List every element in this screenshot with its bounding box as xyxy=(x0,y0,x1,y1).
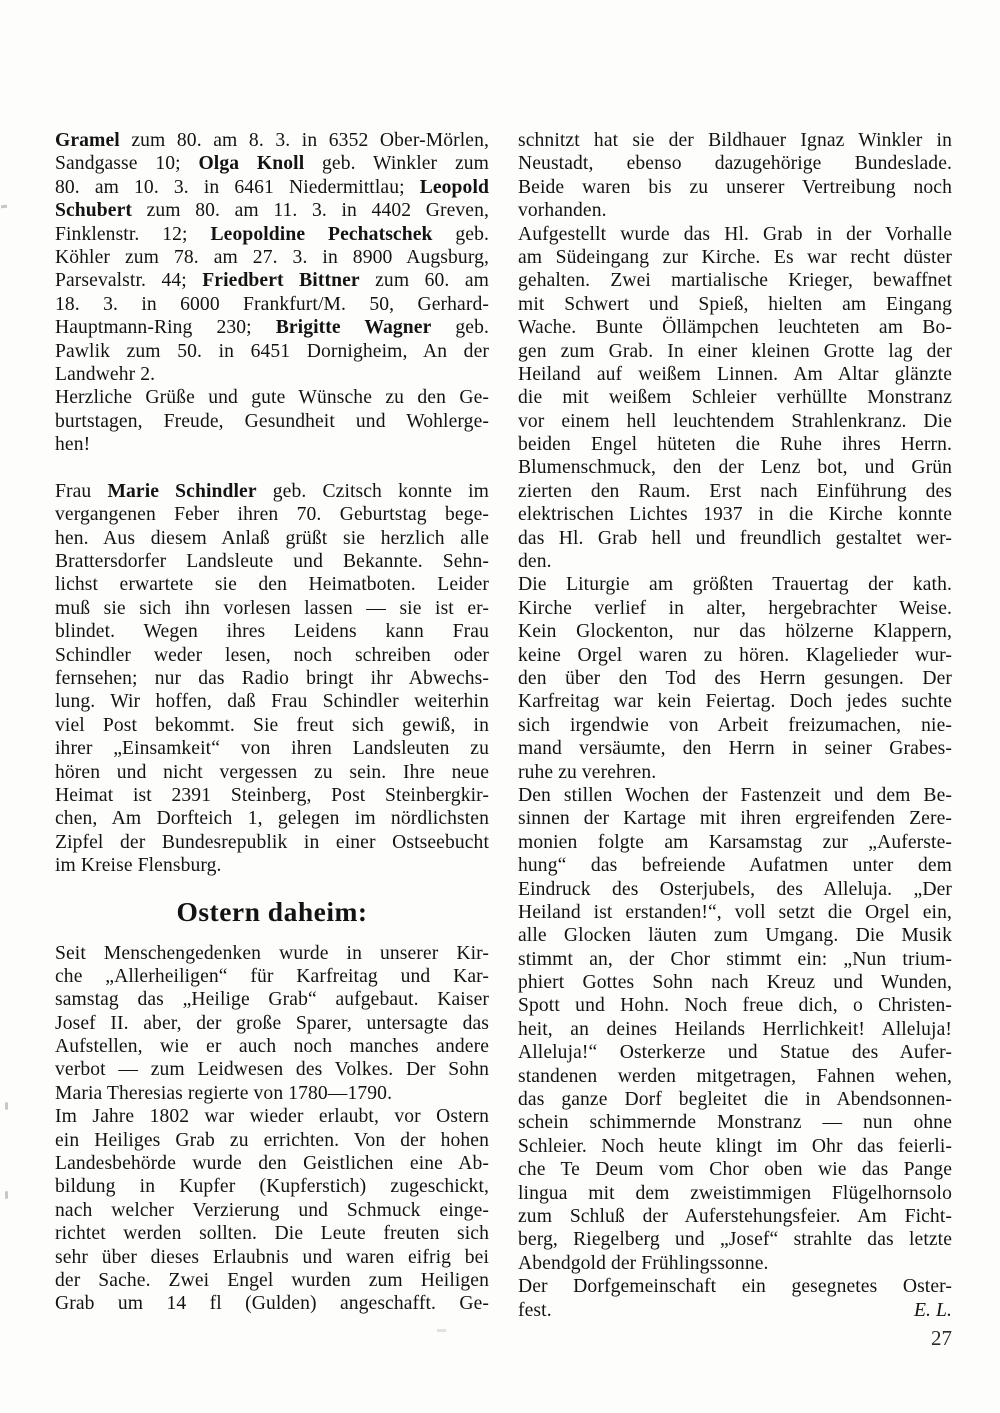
text-run: Spott und Hohn. Noch freue dich, o Christen- xyxy=(518,995,952,1017)
text-run: fest. xyxy=(518,1299,552,1321)
text-line xyxy=(55,597,489,620)
page-number: 27 xyxy=(931,1326,952,1350)
text-line xyxy=(55,737,489,760)
text-run: Parsevalstr. 44; xyxy=(55,270,203,292)
text-run: am Südeingang zur Kirche. Es war recht düster xyxy=(518,246,952,268)
text-line xyxy=(518,152,952,175)
text-line xyxy=(518,129,952,152)
text-run: Im Jahre 1802 war wieder erlaubt, vor Ostern xyxy=(55,1106,489,1128)
text-run: Herzliche Grüße und gute Wünsche zu den Ge- xyxy=(55,387,489,409)
text-line xyxy=(55,784,489,807)
text-line xyxy=(518,1275,952,1298)
text-line xyxy=(55,667,489,690)
text-run: samstag das „Heilige Grab“ aufgebaut. Kaiser xyxy=(55,989,489,1011)
text-line xyxy=(55,807,489,830)
text-line xyxy=(518,316,952,339)
text-line xyxy=(518,340,952,363)
text-line xyxy=(518,293,952,316)
text-run-bold: Gramel xyxy=(55,130,120,151)
text-run: Landwehr 2. xyxy=(55,363,156,385)
text-line xyxy=(518,456,952,479)
text-line xyxy=(518,1135,952,1158)
text-run: zierten den Raum. Erst nach Einführung des xyxy=(518,480,952,502)
text-run-bold: Brigitte Wagner xyxy=(275,317,432,339)
text-run: burtstagen, Freude, Gesundheit und Wohlerge- xyxy=(55,410,489,432)
paragraph-gap xyxy=(55,456,489,479)
text-run: chen, Am Dorfteich 1, gelegen im nördlichsten xyxy=(55,808,489,830)
text-run: fernsehen; nur das Radio bringt ihr Abwechs- xyxy=(55,667,489,689)
text-run: bildung in Kupfer (Kupferstich) zugeschickt, xyxy=(55,1176,489,1198)
text-run: berg, Riegelberg und „Josef“ strahlte das letzte xyxy=(518,1229,952,1251)
text-run: geb. Winkler zum xyxy=(304,153,489,175)
text-run: Beide waren bis zu unserer Vertreibung noch xyxy=(518,176,952,198)
text-run: geb. xyxy=(432,223,489,245)
text-line xyxy=(55,573,489,596)
text-line xyxy=(518,761,952,784)
text-line xyxy=(55,1035,489,1058)
text-line xyxy=(55,550,489,573)
text-line xyxy=(55,1175,489,1198)
text-line xyxy=(518,597,952,620)
text-run: standenen werden mitgetragen, Fahnen wehen, xyxy=(518,1065,952,1087)
text-run: Der Dorfgemeinschaft ein gesegnetes Oster- xyxy=(518,1276,952,1298)
text-run: Köhler zum 78. am 27. 3. in 8900 Augsburg, xyxy=(55,246,489,268)
text-run: zum 60. am xyxy=(359,270,489,292)
scan-artifact-mark xyxy=(5,1102,8,1110)
text-line xyxy=(518,737,952,760)
text-line xyxy=(55,176,489,199)
text-run: der Sache. Zwei Engel wurden zum Heiligen xyxy=(55,1269,489,1291)
text-line xyxy=(518,924,952,947)
text-run: ruhe zu verehren. xyxy=(518,761,657,783)
text-run: lung. Wir hoffen, daß Frau Schindler weiterhin xyxy=(55,691,489,713)
text-run: vergangenen Feber ihren 70. Geburtstag bege- xyxy=(55,504,489,526)
text-run: Abendgold der Frühlingssonne. xyxy=(518,1252,769,1274)
text-run: vorhanden. xyxy=(518,200,607,222)
text-run: muß sie sich ihn vorlesen lassen — sie ist er- xyxy=(55,597,489,619)
text-line xyxy=(518,1088,952,1111)
text-line xyxy=(518,480,952,503)
text-run: Josef II. aber, der große Sparer, untersagte das xyxy=(55,1012,489,1034)
text-line xyxy=(518,994,952,1017)
text-line xyxy=(518,807,952,830)
text-line xyxy=(55,386,489,409)
text-line xyxy=(55,1152,489,1175)
text-run: vor einem hell leuchtendem Strahlenkranz. Die xyxy=(518,410,952,432)
text-run: Die Liturgie am größten Trauertag der kath. xyxy=(518,574,952,596)
text-line xyxy=(55,246,489,269)
text-line xyxy=(518,667,952,690)
text-run: Hauptmann-Ring 230; xyxy=(55,317,276,339)
text-run: gehalten. Zwei martialische Krieger, bewaffnet xyxy=(518,270,952,292)
text-run: im Kreise Flensburg. xyxy=(55,855,222,877)
text-run: elektrischen Lichtes 1937 in die Kirche konnte xyxy=(518,504,952,526)
text-line xyxy=(55,620,489,643)
text-run: Karfreitag war kein Feiertag. Doch jedes suchte xyxy=(518,691,952,713)
text-run: Aufstellen, wie er auch noch manches andere xyxy=(55,1036,489,1058)
text-run: lichst erwartete sie den Heimatboten. Leider xyxy=(55,574,489,596)
text-line xyxy=(518,1228,952,1251)
text-line xyxy=(518,1252,952,1275)
text-run: zum 80. am 8. 3. in 6352 Ober-Mörlen, xyxy=(119,130,489,151)
text-line xyxy=(55,1012,489,1035)
text-run: geb. xyxy=(431,317,489,339)
text-run: hören und nicht vergessen zu sein. Ihre neue xyxy=(55,761,489,783)
text-line xyxy=(518,1299,952,1322)
text-run-bold: Leopold xyxy=(419,176,489,198)
text-line xyxy=(55,527,489,550)
text-line xyxy=(518,503,952,526)
text-line xyxy=(518,620,952,643)
right-text-column xyxy=(518,129,952,1322)
text-run: Blumenschmuck, den der Lenz bot, und Grün xyxy=(518,457,952,479)
text-line xyxy=(55,199,489,222)
text-run: alle Glocken läuten zum Umgang. Die Musik xyxy=(518,925,952,947)
text-run: 80. am 10. 3. in 6461 Niedermittlau; xyxy=(55,176,420,198)
text-run: Wache. Bunte Öllämpchen leuchteten am Bo- xyxy=(518,317,952,339)
text-run: Schindler weder lesen, noch schreiben oder xyxy=(55,644,489,666)
text-run: Pawlik zum 50. in 6451 Dornigheim, An der xyxy=(55,340,489,362)
text-run: Finklenstr. 12; xyxy=(55,223,211,245)
text-run: das Hl. Grab hell und freundlich gestaltet wer- xyxy=(518,527,952,549)
text-run: schein schimmernde Monstranz — nun ohne xyxy=(518,1112,952,1134)
text-line xyxy=(518,386,952,409)
text-line xyxy=(518,1205,952,1228)
text-line xyxy=(518,363,952,386)
text-line xyxy=(518,527,952,550)
text-run: keine Orgel waren zu hören. Klagelieder wur- xyxy=(518,644,952,666)
text-line xyxy=(55,1246,489,1269)
text-line xyxy=(55,129,489,152)
text-run: hung“ das befreiende Aufatmen unter dem xyxy=(518,855,952,877)
text-line xyxy=(518,831,952,854)
text-run: Heimat ist 2391 Steinberg, Post Steinbergkir- xyxy=(55,784,489,806)
text-line xyxy=(55,480,489,503)
scan-artifact-mark xyxy=(5,1191,8,1199)
text-run: zum Schluß der Auferstehungsfeier. Am Ficht- xyxy=(518,1205,952,1227)
text-run: blindet. Wegen ihres Leidens kann Frau xyxy=(55,621,489,643)
text-line xyxy=(55,363,489,386)
text-line xyxy=(518,1182,952,1205)
text-line xyxy=(518,971,952,994)
text-line xyxy=(55,152,489,175)
text-line xyxy=(518,1158,952,1181)
text-run: lingua mit dem zweistimmigen Flügelhornsolo xyxy=(518,1182,952,1204)
text-line xyxy=(518,901,952,924)
text-line xyxy=(518,246,952,269)
text-run: ein Heiliges Grab zu errichten. Von der hohen xyxy=(55,1129,489,1151)
text-run: mand versäumte, den Herrn in seiner Grabes- xyxy=(518,738,952,760)
text-run: verbot — zum Leidwesen des Volkes. Der Sohn xyxy=(55,1059,489,1081)
text-line xyxy=(55,854,489,877)
text-line xyxy=(55,433,489,456)
text-line xyxy=(518,784,952,807)
text-line xyxy=(55,714,489,737)
scan-artifact-mark xyxy=(1,205,7,209)
text-line xyxy=(55,988,489,1011)
text-run: phiert Gottes Sohn nach Kreuz und Wunden, xyxy=(518,972,952,994)
text-line xyxy=(55,761,489,784)
text-line xyxy=(55,410,489,433)
text-run: stimmt an, der Chor stimmt ein: „Nun trium- xyxy=(518,948,952,970)
text-run: Brattersdorfer Landsleute und Bekannte. Sehn- xyxy=(55,551,489,573)
text-run: Neustadt, ebenso dazugehörige Bundeslade. xyxy=(518,153,952,175)
text-line xyxy=(518,269,952,292)
text-run: Aufgestellt wurde das Hl. Grab in der Vorhalle xyxy=(518,223,952,245)
text-run: 18. 3. in 6000 Frankfurt/M. 50, Gerhard- xyxy=(55,293,489,315)
text-run: zum 80. am 11. 3. in 4402 Greven, xyxy=(132,200,489,222)
text-run: Seit Menschengedenken wurde in unserer Kir- xyxy=(55,942,489,964)
text-line xyxy=(518,1041,952,1064)
text-line xyxy=(518,223,952,246)
text-run: schnitzt hat sie der Bildhauer Ignaz Winkler in xyxy=(518,130,952,151)
text-line xyxy=(518,176,952,199)
text-line xyxy=(518,644,952,667)
text-run: Den stillen Wochen der Fastenzeit und dem Be- xyxy=(518,784,952,806)
text-line xyxy=(55,293,489,316)
text-line xyxy=(55,1222,489,1245)
text-line xyxy=(55,965,489,988)
text-run: den über den Tod des Herrn gesungen. Der xyxy=(518,667,952,689)
text-line xyxy=(518,199,952,222)
text-run: che Te Deum vom Chor oben wie das Pange xyxy=(518,1159,952,1181)
text-run: Landesbehörde wurde den Geistlichen eine Ab- xyxy=(55,1153,489,1175)
text-run: che „Allerheiligen“ für Karfreitag und Kar- xyxy=(55,965,489,987)
text-line xyxy=(55,1292,489,1315)
text-line xyxy=(518,1018,952,1041)
text-line xyxy=(55,1269,489,1292)
text-line xyxy=(55,1058,489,1081)
text-run: sinnen der Kartage mit ihren ergreifenden Zere- xyxy=(518,808,952,830)
text-run: Heiland ist erstanden!“, voll setzt die Orgel ein, xyxy=(518,901,952,923)
text-run: sich irgendwie von Arbeit freizumachen, nie- xyxy=(518,714,952,736)
text-line xyxy=(55,503,489,526)
text-line xyxy=(55,1105,489,1128)
text-run: heit, an deines Heilands Herrlichkeit! Alleluja! xyxy=(518,1018,952,1040)
text-run-bold: Schubert xyxy=(55,200,133,222)
left-text-column xyxy=(55,129,489,1316)
text-line xyxy=(55,831,489,854)
text-run: nach welcher Verzierung und Schmuck einge- xyxy=(55,1199,489,1221)
text-line xyxy=(55,690,489,713)
text-line xyxy=(55,1082,489,1105)
text-run: Frau xyxy=(55,480,108,502)
author-initials: E. L. xyxy=(913,1299,952,1321)
text-run: ihrer „Einsamkeit“ von ihren Landsleuten zu xyxy=(55,738,489,760)
text-line xyxy=(518,1111,952,1134)
text-line xyxy=(518,410,952,433)
text-line xyxy=(518,433,952,456)
text-run: Eindruck des Osterjubels, des Alleluja. „Der xyxy=(518,878,952,900)
text-line xyxy=(55,269,489,292)
text-run: viel Post bekommt. Sie freut sich gewiß, in xyxy=(55,714,489,736)
text-line xyxy=(55,1129,489,1152)
text-run: Alleluja!“ Osterkerze und Statue des Aufer- xyxy=(518,1042,952,1064)
text-run: sehr über dieses Erlaubnis und waren eifrig bei xyxy=(55,1246,489,1268)
text-run-bold: Leopoldine Pechatschek xyxy=(210,223,433,245)
text-run: den. xyxy=(518,551,552,573)
text-run: Schleier. Noch heute klingt im Ohr das feierli- xyxy=(518,1135,952,1157)
text-line xyxy=(55,223,489,246)
text-run: Kein Glockenton, nur das hölzerne Klappern, xyxy=(518,621,952,643)
text-run: gen zum Grab. In einer kleinen Grotte lag der xyxy=(518,340,952,362)
text-run-bold: Marie Schindler xyxy=(107,480,257,502)
text-run: hen! xyxy=(55,434,91,456)
text-run: die mit weißem Schleier verhüllte Monstranz xyxy=(518,387,952,409)
text-run: Maria Theresias regierte von 1780—1790. xyxy=(55,1082,393,1104)
text-run: beiden Engel hüteten die Ruhe ihres Herrn. xyxy=(518,434,952,456)
text-line xyxy=(518,1065,952,1088)
text-line xyxy=(518,550,952,573)
text-run: hen. Aus diesem Anlaß grüßt sie herzlich alle xyxy=(55,527,489,549)
text-line xyxy=(518,714,952,737)
text-run: geb. Czitsch konnte im xyxy=(256,480,489,502)
text-line xyxy=(55,340,489,363)
text-run: Sandgasse 10; xyxy=(55,153,199,175)
scan-artifact-mark xyxy=(437,1329,446,1332)
text-run: Heiland auf weißem Linnen. Am Altar glänzte xyxy=(518,363,952,385)
text-run-bold: Olga Knoll xyxy=(198,153,305,175)
text-run-bold: Friedbert Bittner xyxy=(202,270,360,292)
text-line xyxy=(518,854,952,877)
text-run: Kirche verlief in alter, hergebrachter Weise. xyxy=(518,597,952,619)
text-run: richtet werden sollten. Die Leute freuten sich xyxy=(55,1223,489,1245)
text-line xyxy=(55,644,489,667)
text-line xyxy=(518,878,952,901)
text-line xyxy=(518,948,952,971)
section-heading: Ostern daheim: xyxy=(176,895,368,927)
text-line xyxy=(518,690,952,713)
text-line xyxy=(55,316,489,339)
text-line xyxy=(55,942,489,965)
text-run: das ganze Dorf begleitet die in Abendsonnen- xyxy=(518,1089,952,1111)
text-line xyxy=(55,1199,489,1222)
text-line xyxy=(518,573,952,596)
text-run: mit Schwert und Spieß, hielten am Eingang xyxy=(518,293,952,315)
text-run: Grab um 14 fl (Gulden) angeschafft. Ge- xyxy=(55,1293,489,1315)
text-run: monien folgte am Karsamstag zur „Auferste- xyxy=(518,831,952,853)
text-run: Zipfel der Bundesrepublik in einer Ostseebucht xyxy=(55,831,489,853)
